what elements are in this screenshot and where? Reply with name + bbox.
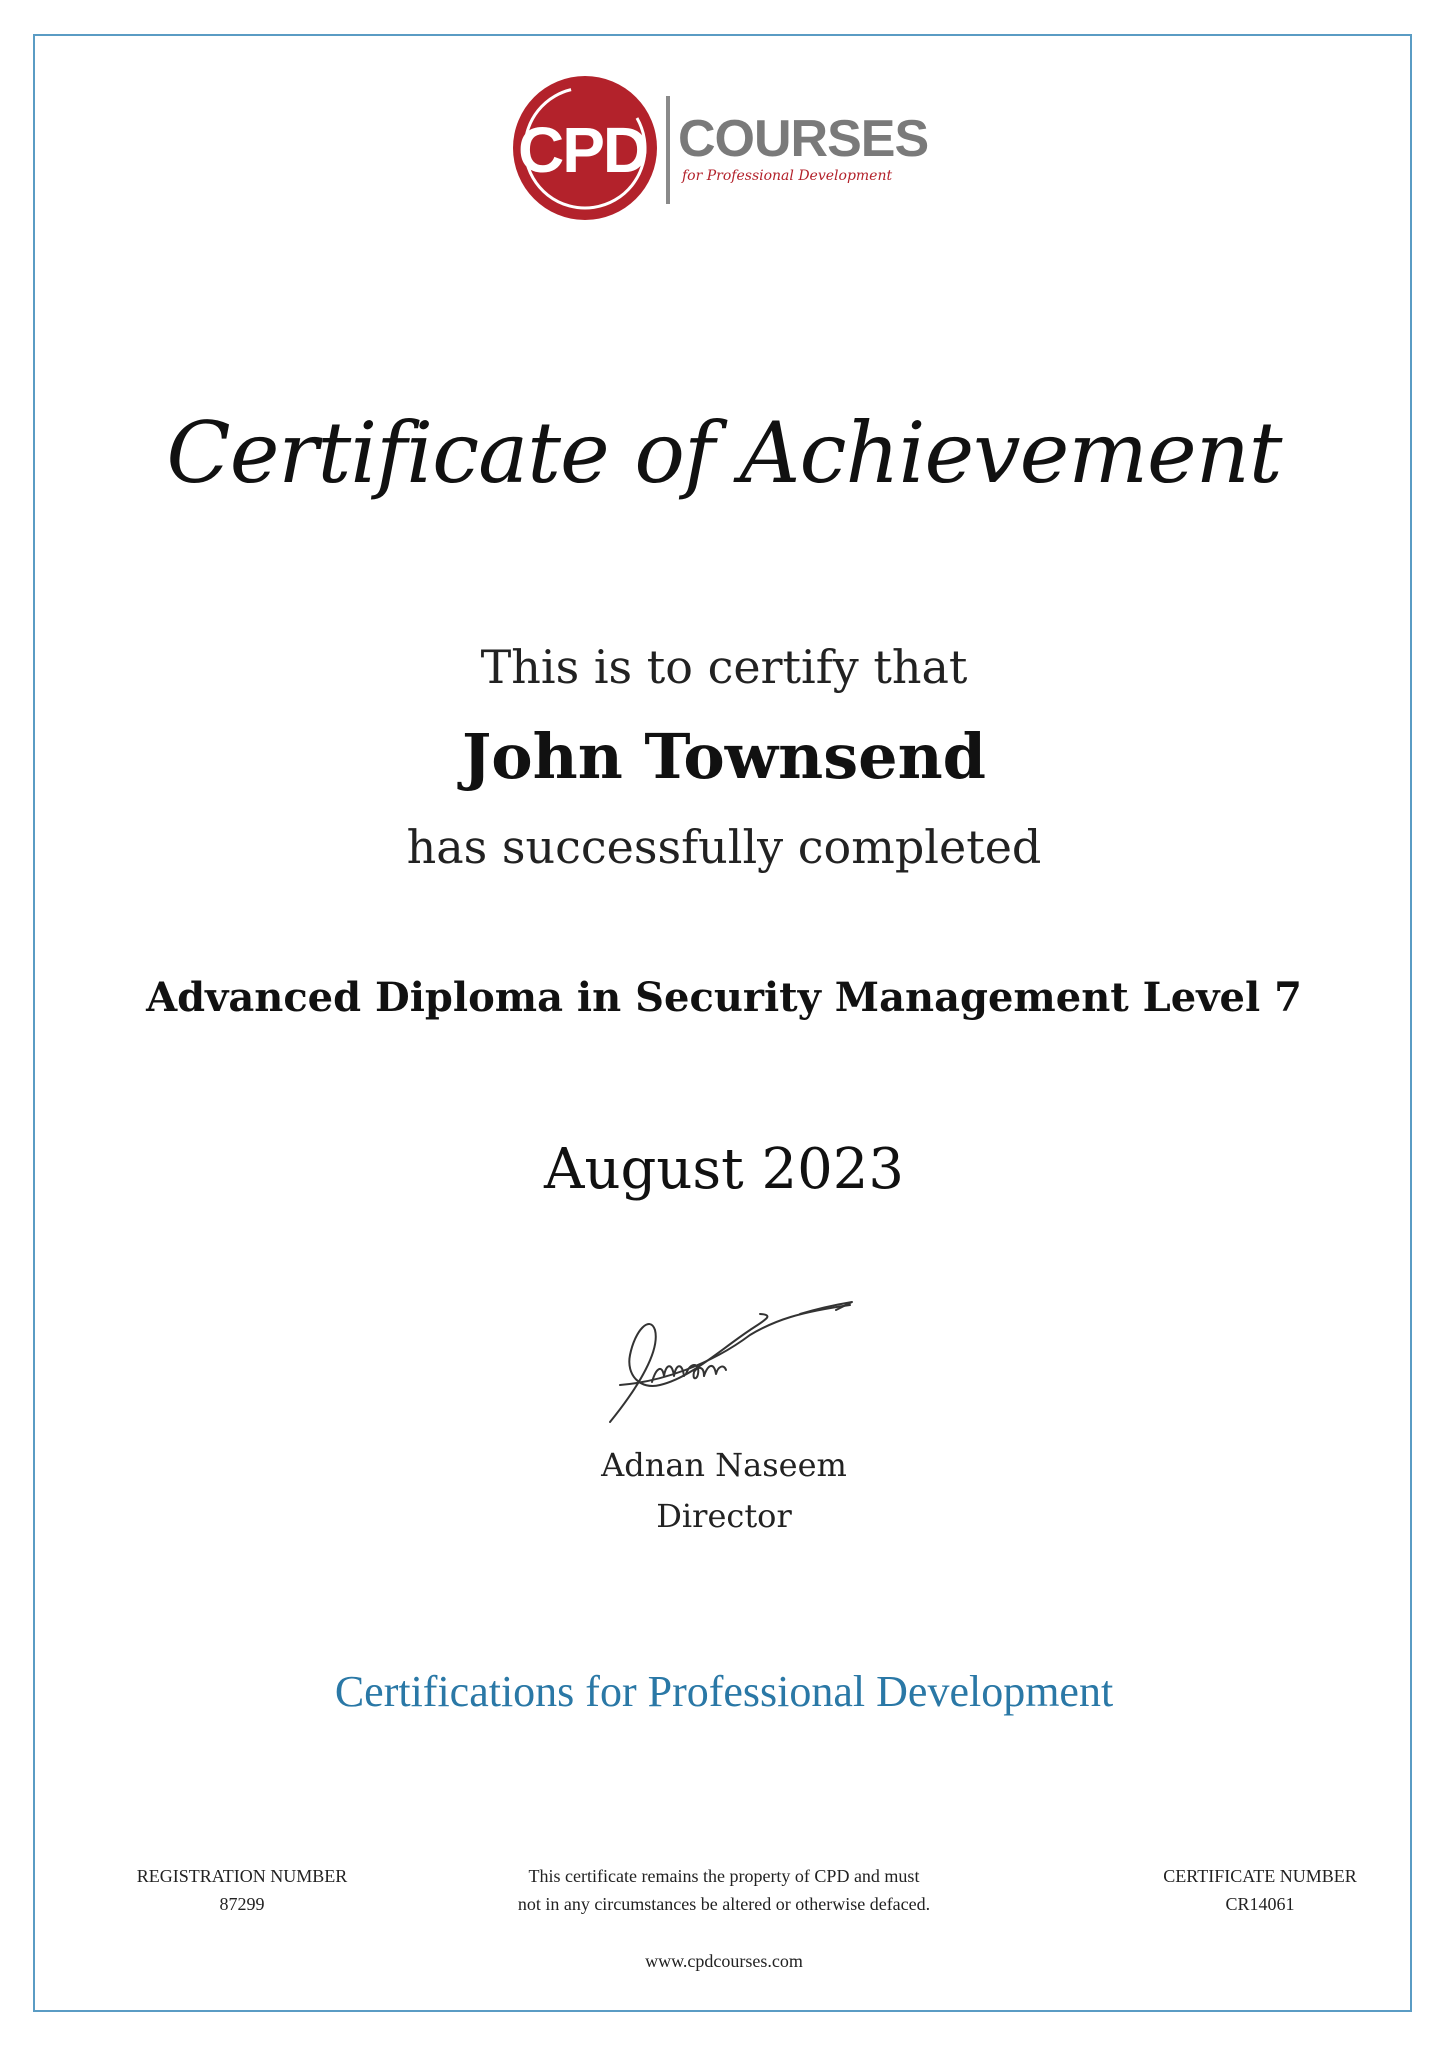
website-link[interactable]: www.cpdcourses.com [645, 1951, 803, 1971]
course-name: Advanced Diploma in Security Management Level 7 [146, 974, 1302, 1021]
director-signature [600, 1290, 860, 1430]
tagline: Certifications for Professional Development [334, 1667, 1114, 1716]
certificate-title: Certificate of Achievement [166, 404, 1282, 502]
signatory-role: Director [656, 1497, 792, 1535]
svg-text:for Professional Development: for Professional Development [682, 168, 893, 184]
certificate-number-block [1110, 1862, 1410, 1918]
certificate-number-label: CERTIFICATE NUMBER [1163, 1866, 1357, 1886]
registration-value: 87299 [219, 1894, 265, 1914]
notice-line-1: This certificate remains the property of CPD and must [528, 1866, 920, 1886]
signatory-name: Adnan Naseem [601, 1446, 847, 1484]
notice-block [474, 1862, 974, 1918]
svg-text:CPD: CPD [518, 114, 648, 186]
award-date: August 2023 [544, 1137, 904, 1202]
svg-text:COURSES: COURSES [678, 110, 929, 168]
completed-line: has successfully completed [406, 820, 1042, 874]
registration-label: REGISTRATION NUMBER [136, 1866, 348, 1886]
certify-line: This is to certify that [480, 640, 968, 694]
cpd-courses-logo [510, 68, 950, 228]
registration-block [92, 1862, 392, 1918]
recipient-name: John Townsend [461, 720, 987, 793]
notice-line-2: not in any circumstances be altered or otherwise defaced. [517, 1894, 931, 1914]
certificate-number-value: CR14061 [1225, 1894, 1295, 1914]
